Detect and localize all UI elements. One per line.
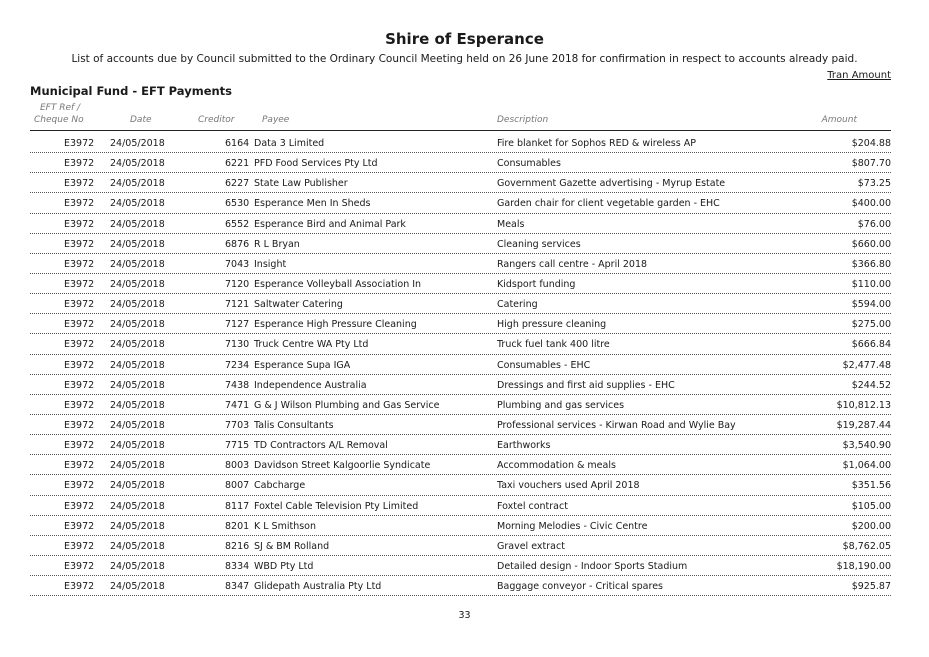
creditor-cell: 8117 bbox=[225, 500, 250, 512]
ref-cell: E3972 bbox=[64, 480, 95, 492]
amount-cell: $110.00 bbox=[851, 278, 891, 290]
ref-cell: E3972 bbox=[64, 138, 95, 149]
col-header-amount: Amount bbox=[821, 115, 857, 125]
creditor-cell: 8347 bbox=[225, 581, 250, 593]
date-cell: 24/05/2018 bbox=[110, 379, 165, 391]
date-cell: 24/05/2018 bbox=[110, 520, 165, 532]
ref-cell: E3972 bbox=[64, 440, 95, 452]
payee-cell: Cabcharge bbox=[254, 480, 306, 492]
date-cell: 24/05/2018 bbox=[110, 560, 165, 572]
ref-cell: E3972 bbox=[64, 319, 95, 331]
col-header-ref-line2: Cheque No bbox=[34, 115, 84, 125]
description-cell: Truck fuel tank 400 litre bbox=[497, 339, 610, 351]
creditor-cell: 7715 bbox=[225, 440, 250, 452]
page-number: 33 bbox=[458, 610, 471, 621]
table-row bbox=[30, 334, 891, 354]
date-cell: 24/05/2018 bbox=[110, 581, 165, 593]
col-header-payee: Payee bbox=[262, 115, 290, 125]
payee-cell: K L Smithson bbox=[254, 520, 317, 532]
description-cell: Fire blanket for Sophos RED & wireless AP bbox=[497, 138, 696, 149]
amount-cell: $244.52 bbox=[851, 379, 891, 391]
ref-cell: E3972 bbox=[64, 299, 95, 311]
ref-cell: E3972 bbox=[64, 500, 95, 512]
table-row bbox=[30, 516, 891, 536]
date-cell: 24/05/2018 bbox=[110, 299, 165, 311]
description-cell: Accommodation & meals bbox=[497, 460, 616, 472]
payments-table bbox=[30, 133, 891, 596]
amount-cell: $3,540.90 bbox=[842, 440, 891, 452]
description-cell: Kidsport funding bbox=[497, 278, 576, 290]
col-header-ref-line1: EFT Ref / bbox=[40, 103, 81, 113]
payee-cell: WBD Pty Ltd bbox=[254, 560, 314, 572]
creditor-cell: 7043 bbox=[225, 258, 250, 270]
description-cell: Foxtel contract bbox=[497, 500, 568, 512]
ref-cell: E3972 bbox=[64, 238, 95, 250]
description-cell: Government Gazette advertising - Myrup Estate bbox=[497, 178, 726, 190]
creditor-cell: 6876 bbox=[225, 238, 250, 250]
payee-cell: G & J Wilson Plumbing and Gas Service bbox=[254, 399, 440, 411]
creditor-cell: 7438 bbox=[225, 379, 250, 391]
payee-cell: Talis Consultants bbox=[254, 419, 334, 431]
ref-cell: E3972 bbox=[64, 218, 95, 230]
date-cell: 24/05/2018 bbox=[110, 178, 165, 190]
payee-cell: Insight bbox=[254, 258, 287, 270]
amount-cell: $925.87 bbox=[851, 581, 891, 593]
ref-cell: E3972 bbox=[64, 178, 95, 190]
creditor-cell: 8201 bbox=[225, 520, 250, 532]
description-cell: Rangers call centre - April 2018 bbox=[497, 258, 648, 270]
section-heading: Municipal Fund - EFT Payments bbox=[30, 84, 233, 98]
amount-cell: $400.00 bbox=[851, 198, 891, 210]
description-cell: Cleaning services bbox=[497, 238, 581, 250]
table-row bbox=[30, 314, 891, 334]
payee-cell: Davidson Street Kalgoorlie Syndicate bbox=[254, 460, 431, 472]
table-row bbox=[30, 496, 891, 516]
amount-cell: $73.25 bbox=[857, 178, 891, 190]
description-cell: High pressure cleaning bbox=[497, 319, 607, 331]
description-cell: Catering bbox=[497, 299, 538, 311]
creditor-cell: 7127 bbox=[225, 319, 250, 331]
creditor-cell: 7471 bbox=[225, 399, 250, 411]
date-cell: 24/05/2018 bbox=[110, 218, 165, 230]
description-cell: Taxi vouchers used April 2018 bbox=[497, 480, 640, 492]
amount-cell: $2,477.48 bbox=[842, 359, 891, 371]
table-row bbox=[30, 234, 891, 254]
col-header-date: Date bbox=[130, 115, 152, 125]
table-row bbox=[30, 274, 891, 294]
date-cell: 24/05/2018 bbox=[110, 419, 165, 431]
payee-cell: Data 3 Limited bbox=[254, 138, 325, 149]
table-row bbox=[30, 475, 891, 495]
creditor-cell: 8216 bbox=[225, 540, 250, 552]
amount-cell: $807.70 bbox=[851, 158, 891, 170]
table-row bbox=[30, 193, 891, 213]
description-cell: Professional services - Kirwan Road and Wylie Bay bbox=[497, 419, 736, 431]
date-cell: 24/05/2018 bbox=[110, 540, 165, 552]
payee-cell: Esperance High Pressure Cleaning bbox=[254, 319, 417, 331]
creditor-cell: 6164 bbox=[225, 138, 250, 149]
table-row bbox=[30, 133, 891, 153]
payee-cell: Esperance Bird and Animal Park bbox=[254, 218, 406, 230]
date-cell: 24/05/2018 bbox=[110, 399, 165, 411]
amount-cell: $594.00 bbox=[851, 299, 891, 311]
table-row bbox=[30, 415, 891, 435]
description-cell: Dressings and first aid supplies - EHC bbox=[497, 379, 675, 391]
amount-cell: $8,762.05 bbox=[842, 540, 891, 552]
table-row bbox=[30, 536, 891, 556]
date-cell: 24/05/2018 bbox=[110, 138, 165, 149]
amount-cell: $76.00 bbox=[857, 218, 891, 230]
description-cell: Plumbing and gas services bbox=[497, 399, 625, 411]
table-row bbox=[30, 173, 891, 193]
table-row bbox=[30, 375, 891, 395]
ref-cell: E3972 bbox=[64, 520, 95, 532]
amount-cell: $10,812.13 bbox=[836, 399, 891, 411]
page-title: Shire of Esperance bbox=[385, 30, 544, 48]
payee-cell: Glidepath Australia Pty Ltd bbox=[254, 581, 382, 593]
description-cell: Morning Melodies - Civic Centre bbox=[497, 520, 648, 532]
ref-cell: E3972 bbox=[64, 419, 95, 431]
description-cell: Detailed design - Indoor Sports Stadium bbox=[497, 560, 688, 572]
description-cell: Consumables bbox=[497, 158, 561, 170]
payee-cell: Truck Centre WA Pty Ltd bbox=[254, 339, 369, 351]
date-cell: 24/05/2018 bbox=[110, 339, 165, 351]
amount-cell: $1,064.00 bbox=[842, 460, 891, 472]
amount-cell: $19,287.44 bbox=[836, 419, 891, 431]
date-cell: 24/05/2018 bbox=[110, 480, 165, 492]
payee-cell: Esperance Supa IGA bbox=[254, 359, 351, 371]
header-divider bbox=[30, 130, 891, 131]
description-cell: Baggage conveyor - Critical spares bbox=[497, 581, 663, 593]
amount-cell: $660.00 bbox=[851, 238, 891, 250]
description-cell: Consumables - EHC bbox=[497, 359, 591, 371]
payee-cell: State Law Publisher bbox=[254, 178, 348, 190]
ref-cell: E3972 bbox=[64, 581, 95, 593]
payee-cell: TD Contractors A/L Removal bbox=[254, 440, 388, 452]
amount-cell: $200.00 bbox=[851, 520, 891, 532]
date-cell: 24/05/2018 bbox=[110, 359, 165, 371]
table-row bbox=[30, 395, 891, 415]
date-cell: 24/05/2018 bbox=[110, 238, 165, 250]
creditor-cell: 7703 bbox=[225, 419, 250, 431]
date-cell: 24/05/2018 bbox=[110, 319, 165, 331]
payee-cell: R L Bryan bbox=[254, 238, 300, 250]
creditor-cell: 7130 bbox=[225, 339, 250, 351]
payee-cell: Foxtel Cable Television Pty Limited bbox=[254, 500, 419, 512]
table-row bbox=[30, 294, 891, 314]
creditor-cell: 7234 bbox=[225, 359, 250, 371]
ref-cell: E3972 bbox=[64, 359, 95, 371]
payee-cell: Esperance Volleyball Association In bbox=[254, 278, 422, 290]
table-row bbox=[30, 576, 891, 596]
amount-cell: $204.88 bbox=[851, 138, 891, 149]
payee-cell: Saltwater Catering bbox=[254, 299, 343, 311]
description-cell: Garden chair for client vegetable garden - EHC bbox=[497, 198, 720, 210]
creditor-cell: 6227 bbox=[225, 178, 250, 190]
ref-cell: E3972 bbox=[64, 258, 95, 270]
col-header-creditor: Creditor bbox=[198, 115, 235, 125]
table-row bbox=[30, 254, 891, 274]
creditor-cell: 7120 bbox=[225, 278, 250, 290]
ref-cell: E3972 bbox=[64, 560, 95, 572]
ref-cell: E3972 bbox=[64, 198, 95, 210]
payee-cell: PFD Food Services Pty Ltd bbox=[254, 158, 378, 170]
date-cell: 24/05/2018 bbox=[110, 198, 165, 210]
amount-cell: $666.84 bbox=[851, 339, 891, 351]
table-row bbox=[30, 455, 891, 475]
creditor-cell: 7121 bbox=[225, 299, 250, 311]
amount-cell: $105.00 bbox=[851, 500, 891, 512]
page-subtitle: List of accounts due by Council submitted to the Ordinary Council Meeting held on 26 June 2018 for confirmation in respect to accounts already paid. bbox=[71, 53, 858, 65]
tran-amount-link[interactable]: Tran Amount bbox=[827, 70, 891, 81]
amount-cell: $366.80 bbox=[851, 258, 891, 270]
amount-cell: $275.00 bbox=[851, 319, 891, 331]
description-cell: Earthworks bbox=[497, 440, 551, 452]
creditor-cell: 6552 bbox=[225, 218, 250, 230]
table-row bbox=[30, 153, 891, 173]
table-row bbox=[30, 556, 891, 576]
description-cell: Gravel extract bbox=[497, 540, 565, 552]
payee-cell: Esperance Men In Sheds bbox=[254, 198, 371, 210]
payee-cell: Independence Australia bbox=[254, 379, 367, 391]
col-header-description: Description bbox=[497, 115, 549, 125]
creditor-cell: 8334 bbox=[225, 560, 250, 572]
date-cell: 24/05/2018 bbox=[110, 158, 165, 170]
ref-cell: E3972 bbox=[64, 339, 95, 351]
creditor-cell: 6221 bbox=[225, 158, 250, 170]
payee-cell: SJ & BM Rolland bbox=[254, 540, 330, 552]
date-cell: 24/05/2018 bbox=[110, 460, 165, 472]
creditor-cell: 8007 bbox=[225, 480, 250, 492]
amount-cell: $18,190.00 bbox=[836, 560, 891, 572]
description-cell: Meals bbox=[497, 218, 525, 230]
date-cell: 24/05/2018 bbox=[110, 278, 165, 290]
date-cell: 24/05/2018 bbox=[110, 500, 165, 512]
table-row bbox=[30, 214, 891, 234]
table-row bbox=[30, 355, 891, 375]
amount-cell: $351.56 bbox=[851, 480, 891, 492]
date-cell: 24/05/2018 bbox=[110, 258, 165, 270]
table-row bbox=[30, 435, 891, 455]
ref-cell: E3972 bbox=[64, 379, 95, 391]
creditor-cell: 6530 bbox=[225, 198, 250, 210]
ref-cell: E3972 bbox=[64, 399, 95, 411]
creditor-cell: 8003 bbox=[225, 460, 250, 472]
ref-cell: E3972 bbox=[64, 460, 95, 472]
date-cell: 24/05/2018 bbox=[110, 440, 165, 452]
ref-cell: E3972 bbox=[64, 158, 95, 170]
ref-cell: E3972 bbox=[64, 540, 95, 552]
ref-cell: E3972 bbox=[64, 278, 95, 290]
